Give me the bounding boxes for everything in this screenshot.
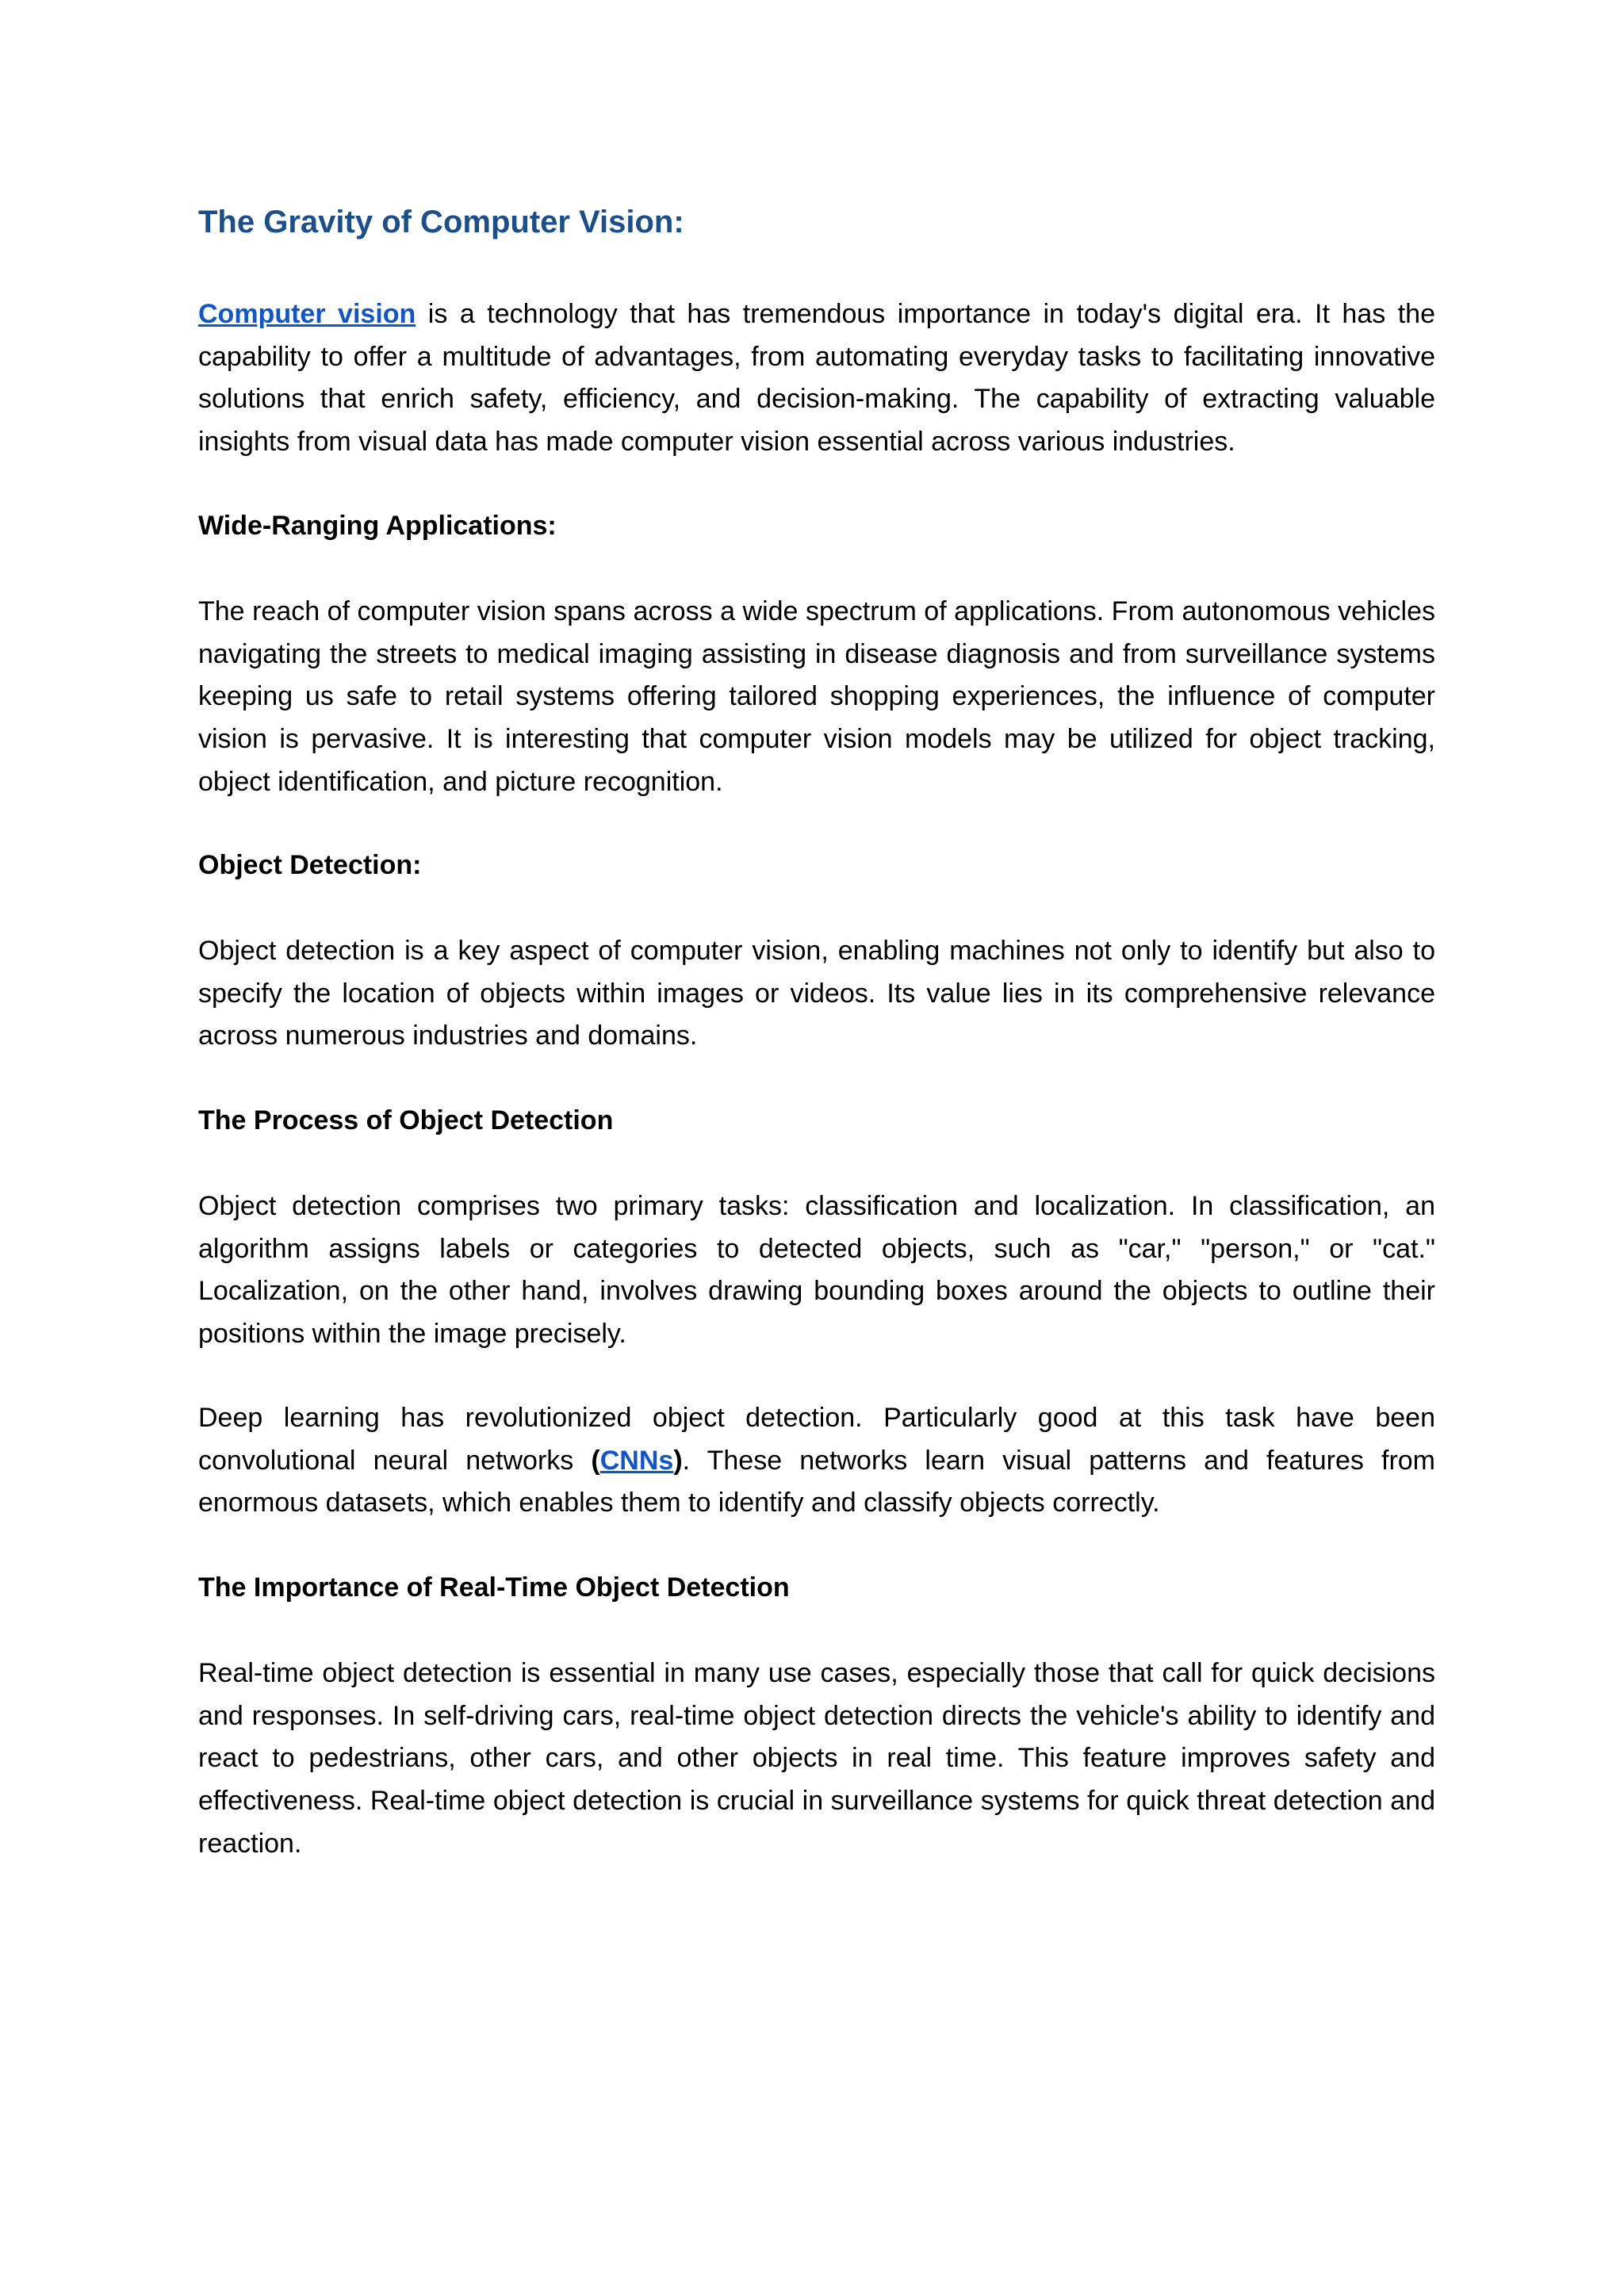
process-heading: The Process of Object Detection bbox=[198, 1105, 614, 1136]
intro-paragraph bbox=[198, 293, 1435, 464]
process-paragraph: Object detection comprises two primary tasks: classification and localization. In classification, an algorithm assigns labels or categories to detected objects, such as "car," "person," or "cat." Localization, on the other hand, involves drawing bounding boxes around the objects to outline their positions within the image precisely. bbox=[198, 1191, 1435, 1350]
realtime-heading: The Importance of Real-Time Object Detection bbox=[198, 1572, 790, 1603]
realtime-paragraph: Real-time object detection is essential in many use cases, especially those that call for quick decisions and responses. In self-driving cars, real-time object detection directs the vehicle's ability to identify and react to pedestrians, other cars, and other objects in real time. This feature improves safety and effectiveness. Real-time object detection is crucial in surveillance systems for quick threat detection and reaction. bbox=[198, 1658, 1435, 1859]
paren-close: ) bbox=[673, 1445, 683, 1476]
object-detection-heading: Object Detection: bbox=[198, 850, 422, 880]
deep-learning-text-before: Deep learning has revolutionized object detection. Particularly good at this task have been convolutional neural networks bbox=[198, 1403, 1435, 1476]
applications-paragraph: The reach of computer vision spans across a wide spectrum of applications. From autonomous vehicles navigating the streets to medical imaging assisting in disease diagnosis and from surveillance systems keeping us safe to retail systems offering tailored shopping experiences, the influence of computer vision is pervasive. It is interesting that computer vision models may be utilized for object tracking, object identification, and picture recognition. bbox=[198, 596, 1435, 797]
intro-text: is a technology that has tremendous importance in today's digital era. It has the capability to offer a multitude of advantages, from automating everyday tasks to facilitating innovative solutions that enrich safety, efficiency, and decision-making. The capability of extracting valuable insights from visual data has made computer vision essential across various industries. bbox=[198, 299, 1435, 458]
cnns-link[interactable]: CNNs bbox=[599, 1445, 674, 1476]
applications-heading: Wide-Ranging Applications: bbox=[198, 511, 557, 541]
document-title: The Gravity of Computer Vision: bbox=[198, 205, 684, 239]
computer-vision-link[interactable]: Computer vision bbox=[198, 299, 416, 329]
deep-learning-text-after: . These networks learn visual patterns and features from enormous datasets, which enables them to identify and classify objects correctly. bbox=[198, 1445, 1435, 1518]
object-detection-paragraph: Object detection is a key aspect of computer vision, enabling machines not only to identify but also to specify the location of objects within images or videos. Its value lies in its comprehensive relevance across numerous industries and domains. bbox=[198, 936, 1435, 1051]
paren-open: ( bbox=[591, 1445, 600, 1476]
deep-learning-paragraph bbox=[198, 1397, 1435, 1525]
